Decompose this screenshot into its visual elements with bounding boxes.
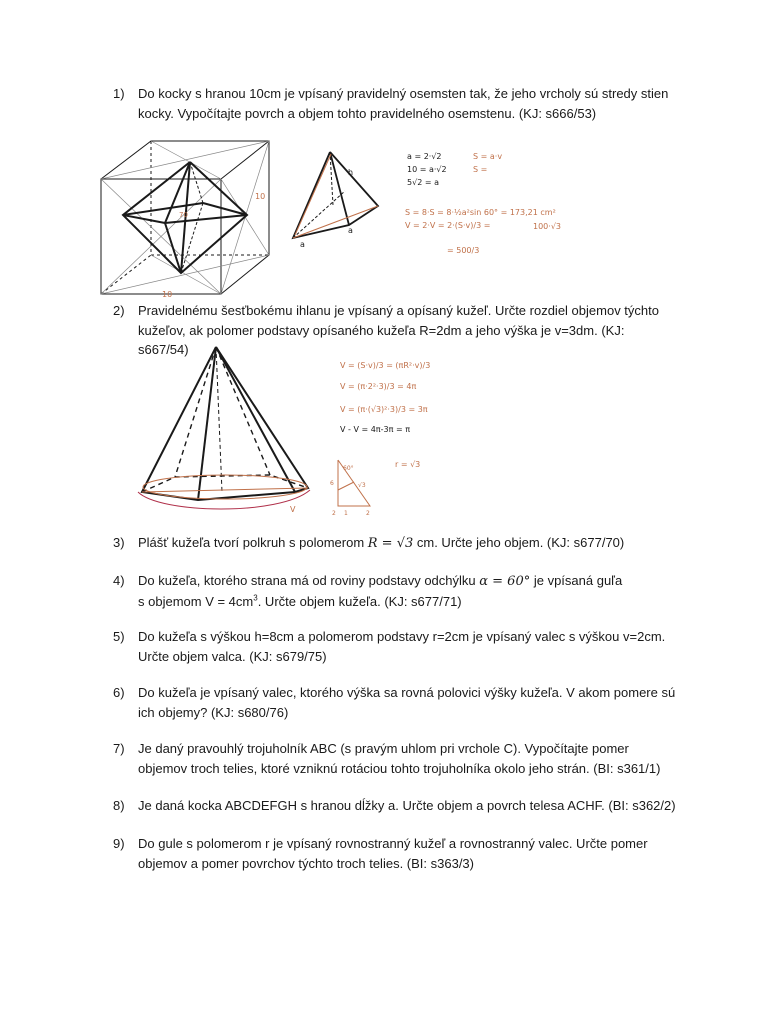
handwritten-notes: [405, 152, 561, 255]
problem-8: [113, 796, 676, 818]
handwritten-formulas: [340, 361, 430, 434]
problem-text: [138, 571, 678, 611]
superscript: 3: [253, 593, 258, 603]
problem-number: 8): [113, 798, 125, 813]
triangle-label: 60°: [343, 465, 354, 472]
figure-1: [95, 135, 695, 300]
problem-number: 4): [113, 573, 125, 588]
angle-label: 70: [179, 211, 188, 219]
figure-2: [130, 342, 460, 518]
r-note: r = √3: [395, 460, 421, 469]
problem-line: ich objemy? (KJ: s680/76): [138, 704, 289, 720]
problem-line: objemov a pomer povrchov týchto troch telies. (BI: s363/3): [138, 855, 474, 871]
problem-text: [138, 84, 678, 123]
problem-text: [138, 533, 678, 554]
problem-line: objemov troch telies, ktoré vzniknú rotáciou tohto trojuholníka okolo jeho strán. (BI: s361/1): [138, 760, 661, 776]
cube-edge-label: 10: [162, 290, 173, 299]
note-line: S = 8·S = 8·½a²sin 60° = 173,21 cm²: [405, 208, 556, 217]
math-expression: α = 60°: [479, 574, 531, 589]
pyramid-drawing: [293, 152, 378, 238]
problem-number: 7): [113, 741, 125, 756]
note-line: 100·√3: [533, 222, 561, 231]
pyramid-label: a: [300, 240, 305, 249]
problem-text-part: Plášť kužeľa tvorí polkruh s polomerom: [138, 535, 368, 550]
hexagonal-pyramid-drawing: [142, 347, 308, 500]
pyramid-label: a: [348, 226, 353, 235]
problem-line: kužeľov, ak polomer podstavy opísaného kužeľa R=2dm a jeho výška je v=3dm. (KJ: s667/54): [138, 322, 625, 357]
formula-line: V = (S·v)/3 = (πR²·v)/3: [340, 361, 431, 370]
problem-2: [113, 301, 673, 357]
problem-number: 9): [113, 836, 125, 851]
problem-text-part: cm. Určte jeho objem. (KJ: s677/70): [413, 535, 625, 550]
problem-line: Do kužeľa s výškou h=8cm a polomerom podstavy r=2cm je vpísaný valec s výškou v=2cm.: [138, 629, 666, 644]
problem-7: [113, 739, 673, 779]
triangle-label: 6: [330, 480, 334, 487]
pyramid-label: h: [348, 168, 354, 177]
problem-line: Do gule s polomerom r je vpísaný rovnostranný kužeľ a rovnostranný valec. Určte pomer: [138, 836, 648, 851]
formula-line: V = (π·2²·3)/3 = 4π: [340, 382, 417, 391]
triangle-label: 2: [366, 510, 370, 517]
base-label: V: [290, 505, 296, 514]
problem-line: Je daná kocka ABCDEFGH s hranou dĺžky a. Určte objem a povrch telesa ACHF. (BI: s362/2): [138, 798, 676, 813]
problem-text-part: s objemom V = 4cm: [138, 593, 254, 609]
problem-line: Do kužeľa je vpísaný valec, ktorého výška sa rovná polovici výšky kužeľa. V akom pomere sú: [138, 685, 676, 700]
problem-line: kocky. Vypočítajte povrch a objem tohto pravidelného osemstenu. (KJ: s666/53): [138, 105, 597, 121]
problem-9: [113, 834, 673, 874]
note-line: 5√2 = a: [407, 178, 439, 187]
triangle-label: 1: [344, 510, 348, 517]
note-line: a = 2·√2: [407, 152, 442, 161]
problem-text-part: Do kužeľa, ktorého strana má od roviny podstavy odchýlku: [138, 573, 480, 588]
triangle-label: √3: [358, 482, 366, 489]
note-line: 10 = a·√2: [407, 165, 447, 174]
problem-text: [138, 796, 678, 816]
problem-6: [113, 683, 676, 723]
formula-line: V = (π·(√3)²·3)/3 = 3π: [340, 405, 428, 414]
note-line: V = 2·V = 2·(S·v)/3 =: [405, 221, 491, 230]
note-line: = 500/3: [447, 246, 480, 255]
problem-number: 3): [113, 535, 125, 550]
problem-number: 2): [113, 303, 125, 318]
problem-line: Určte objem valca. (KJ: s679/75): [138, 648, 327, 664]
problem-text-part: je vpísaná guľa: [530, 573, 623, 588]
triangle-label: 2: [332, 510, 336, 517]
problem-line: Je daný pravouhlý trojuholník ABC (s pravým uhlom pri vrchole C). Vypočítajte pomer: [138, 741, 629, 756]
problem-number: 1): [113, 86, 125, 101]
problem-line: Pravidelnému šesťbokému ihlanu je vpísaný a opísaný kužeľ. Určte rozdiel objemov týchto: [138, 303, 659, 318]
problem-4: [113, 571, 673, 611]
problem-5: [113, 627, 673, 667]
problem-text: [138, 683, 678, 722]
problem-number: 5): [113, 629, 125, 644]
problem-text: [138, 627, 678, 666]
problem-number: 6): [113, 685, 125, 700]
problem-1: [113, 84, 673, 124]
problem-text: [138, 739, 678, 778]
math-expression: R = √3: [367, 536, 414, 551]
note-line: S = a·v: [473, 152, 503, 161]
note-line: S =: [473, 165, 488, 174]
cube-edge-label: 10: [255, 192, 266, 201]
problem-text: [138, 834, 678, 873]
formula-line: V - V = 4π-3π = π: [340, 425, 411, 434]
problem-text-part: . Určte objem kužeľa. (KJ: s677/71): [257, 593, 462, 609]
problem-3: [113, 533, 673, 555]
problem-line: Do kocky s hranou 10cm je vpísaný pravidelný osemsten tak, že jeho vrcholy sú stredy stien: [138, 86, 669, 101]
